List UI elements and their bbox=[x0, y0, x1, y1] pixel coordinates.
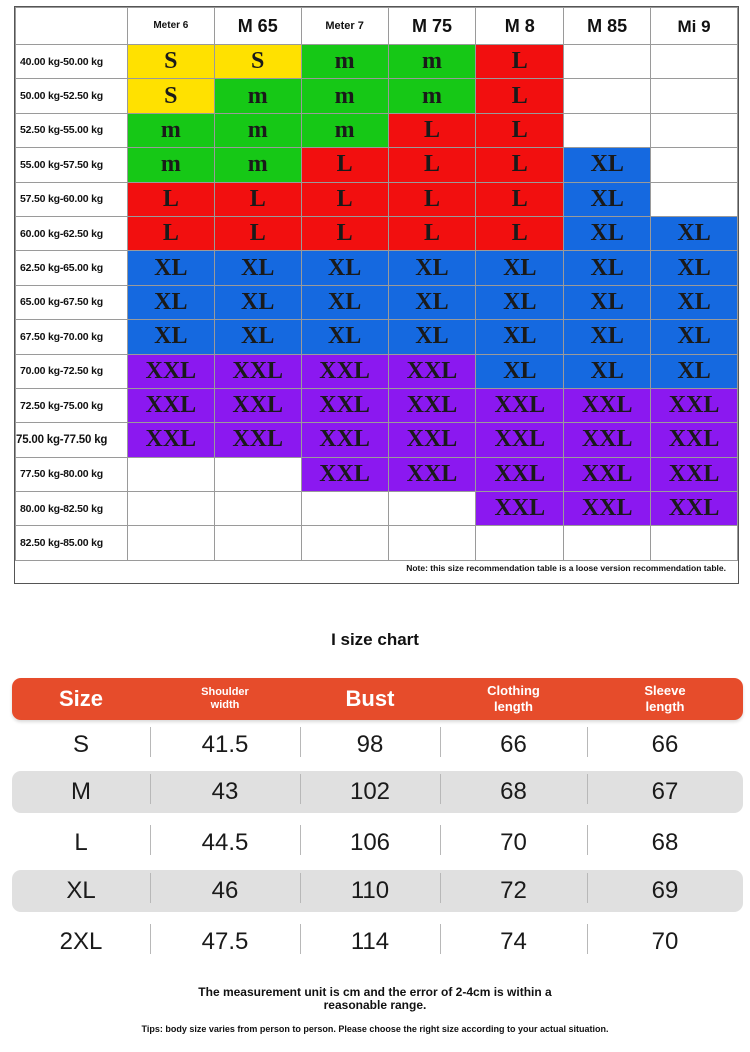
size-xl-cell: XL bbox=[388, 320, 476, 354]
header-clothing-line2: length bbox=[494, 699, 533, 714]
empty-cell bbox=[214, 526, 301, 560]
weight-row bbox=[16, 216, 738, 250]
size-cell: M bbox=[71, 778, 91, 805]
size-m-cell: m bbox=[301, 79, 388, 113]
size-xl-cell: XL bbox=[476, 354, 564, 388]
size-xl-cell: XL bbox=[301, 285, 388, 319]
clothing-length-cell: 68 bbox=[440, 778, 587, 806]
recommendation-note: Note: this size recommendation table is a loose version recommendation table. bbox=[406, 563, 726, 573]
size-l-cell: L bbox=[476, 148, 564, 182]
shoulder-cell: 44.5 bbox=[150, 829, 300, 857]
empty-cell bbox=[214, 457, 301, 491]
size-xl-cell: XL bbox=[388, 285, 476, 319]
empty-cell bbox=[651, 113, 738, 147]
size-l-cell: L bbox=[127, 216, 214, 250]
weight-row bbox=[16, 354, 738, 388]
size-xxl-cell: XXL bbox=[301, 423, 388, 457]
measurement-note: The measurement unit is cm and the error of 2-4cm is within a reasonable range. bbox=[198, 985, 552, 1013]
size-l-cell: L bbox=[388, 113, 476, 147]
size-xxl-cell: XXL bbox=[476, 492, 564, 526]
size-l-cell: L bbox=[476, 113, 564, 147]
size-xl-cell: XL bbox=[214, 251, 301, 285]
size-cell: XL bbox=[66, 877, 96, 904]
weight-row bbox=[16, 388, 738, 422]
height-column-header: Meter 7 bbox=[301, 8, 388, 45]
size-l-cell: L bbox=[301, 148, 388, 182]
size-m-cell: m bbox=[214, 113, 301, 147]
size-m-cell: m bbox=[301, 113, 388, 147]
size-xxl-cell: XXL bbox=[476, 423, 564, 457]
size-xxl-cell: XXL bbox=[651, 423, 738, 457]
weight-row bbox=[16, 182, 738, 216]
weight-row bbox=[16, 320, 738, 354]
size-xxl-cell: XXL bbox=[214, 388, 301, 422]
sleeve-length-cell: 67 bbox=[587, 778, 743, 806]
size-xl-cell: XL bbox=[564, 182, 651, 216]
empty-cell bbox=[301, 492, 388, 526]
size-xl-cell: XL bbox=[127, 320, 214, 354]
size-l-cell: L bbox=[301, 216, 388, 250]
tips-note: Tips: body size varies from person to person. Please choose the right size according to your actual situation. bbox=[141, 1024, 609, 1034]
height-column-header: M 85 bbox=[564, 8, 651, 45]
shoulder-cell: 43 bbox=[150, 778, 300, 806]
size-xl-cell: XL bbox=[564, 216, 651, 250]
size-row bbox=[12, 771, 743, 813]
weight-range-label: 57.50 kg-60.00 kg bbox=[16, 182, 128, 216]
weight-range-label: 60.00 kg-62.50 kg bbox=[16, 216, 128, 250]
size-m-cell: m bbox=[214, 148, 301, 182]
size-xl-cell: XL bbox=[564, 148, 651, 182]
weight-row bbox=[16, 45, 738, 79]
recommendation-grid bbox=[15, 7, 738, 561]
weight-row bbox=[16, 423, 738, 457]
empty-cell bbox=[651, 526, 738, 560]
sleeve-length-cell: 68 bbox=[587, 829, 743, 857]
empty-cell bbox=[214, 492, 301, 526]
header-bust: Bust bbox=[345, 685, 395, 711]
size-xxl-cell: XXL bbox=[388, 388, 476, 422]
size-l-cell: L bbox=[476, 45, 564, 79]
weight-range-label: 52.50 kg-55.00 kg bbox=[16, 113, 128, 147]
empty-cell bbox=[301, 526, 388, 560]
size-row bbox=[12, 724, 743, 766]
size-xl-cell: XL bbox=[476, 251, 564, 285]
size-xl-cell: XL bbox=[301, 320, 388, 354]
recommendation-rows bbox=[16, 45, 738, 561]
empty-cell bbox=[127, 526, 214, 560]
shoulder-cell: 47.5 bbox=[150, 928, 300, 956]
size-l-cell: L bbox=[214, 182, 301, 216]
height-column-header: M 65 bbox=[214, 8, 301, 45]
height-column-header: M 75 bbox=[388, 8, 476, 45]
bust-cell: 106 bbox=[300, 829, 440, 857]
size-xxl-cell: XXL bbox=[127, 388, 214, 422]
clothing-length-cell: 70 bbox=[440, 829, 587, 857]
size-l-cell: L bbox=[388, 148, 476, 182]
size-xl-cell: XL bbox=[651, 216, 738, 250]
size-m-cell: m bbox=[214, 79, 301, 113]
size-m-cell: m bbox=[301, 45, 388, 79]
size-l-cell: L bbox=[388, 216, 476, 250]
height-column-header: M 8 bbox=[476, 8, 564, 45]
size-row bbox=[12, 870, 743, 912]
size-xl-cell: XL bbox=[214, 320, 301, 354]
size-l-cell: L bbox=[476, 216, 564, 250]
weight-range-label: 77.50 kg-80.00 kg bbox=[16, 457, 128, 491]
size-l-cell: L bbox=[214, 216, 301, 250]
empty-cell bbox=[388, 492, 476, 526]
empty-cell bbox=[651, 45, 738, 79]
size-l-cell: L bbox=[476, 79, 564, 113]
size-xxl-cell: XXL bbox=[214, 423, 301, 457]
weight-row bbox=[16, 492, 738, 526]
size-xl-cell: XL bbox=[651, 285, 738, 319]
size-xxl-cell: XXL bbox=[388, 423, 476, 457]
empty-cell bbox=[564, 45, 651, 79]
size-xl-cell: XL bbox=[564, 251, 651, 285]
header-shoulder-width bbox=[150, 686, 300, 712]
height-column-header: Meter 6 bbox=[127, 8, 214, 45]
size-xxl-cell: XXL bbox=[651, 457, 738, 491]
size-xxl-cell: XXL bbox=[651, 492, 738, 526]
size-l-cell: L bbox=[476, 182, 564, 216]
header-shoulder-line1: Shoulder bbox=[201, 685, 249, 698]
empty-cell bbox=[651, 182, 738, 216]
size-xl-cell: XL bbox=[564, 285, 651, 319]
size-xl-cell: XL bbox=[476, 320, 564, 354]
size-xxl-cell: XXL bbox=[564, 423, 651, 457]
header-sleeve-line1: Sleeve bbox=[644, 683, 686, 699]
weight-row bbox=[16, 148, 738, 182]
size-xl-cell: XL bbox=[564, 354, 651, 388]
sleeve-length-cell: 69 bbox=[587, 877, 743, 905]
shoulder-cell: 46 bbox=[150, 877, 300, 905]
weight-range-label: 80.00 kg-82.50 kg bbox=[16, 492, 128, 526]
weight-range-label: 62.50 kg-65.00 kg bbox=[16, 251, 128, 285]
size-xxl-cell: XXL bbox=[388, 354, 476, 388]
weight-range-label: 50.00 kg-52.50 kg bbox=[16, 79, 128, 113]
bust-cell: 102 bbox=[300, 778, 440, 806]
size-row bbox=[12, 921, 743, 963]
bust-cell: 98 bbox=[300, 731, 440, 759]
sleeve-length-cell: 66 bbox=[587, 731, 743, 759]
size-xl-cell: XL bbox=[127, 251, 214, 285]
size-m-cell: m bbox=[388, 79, 476, 113]
weight-range-label: 82.50 kg-85.00 kg bbox=[16, 526, 128, 560]
size-xxl-cell: XXL bbox=[301, 457, 388, 491]
clothing-length-cell: 72 bbox=[440, 877, 587, 905]
size-xl-cell: XL bbox=[476, 285, 564, 319]
weight-range-label: 65.00 kg-67.50 kg bbox=[16, 285, 128, 319]
size-xl-cell: XL bbox=[651, 354, 738, 388]
empty-cell bbox=[564, 113, 651, 147]
header-size: Size bbox=[58, 685, 104, 711]
size-xl-cell: XL bbox=[301, 251, 388, 285]
header-sleeve-line2: length bbox=[645, 699, 685, 714]
size-xxl-cell: XXL bbox=[564, 388, 651, 422]
empty-cell bbox=[651, 79, 738, 113]
size-m-cell: m bbox=[388, 45, 476, 79]
size-recommendation-table bbox=[14, 6, 739, 584]
size-xxl-cell: XXL bbox=[476, 457, 564, 491]
size-xxl-cell: XXL bbox=[388, 457, 476, 491]
weight-range-label: 72.50 kg-75.00 kg bbox=[16, 388, 128, 422]
size-xl-cell: XL bbox=[214, 285, 301, 319]
weight-row bbox=[16, 526, 738, 560]
bust-cell: 114 bbox=[300, 928, 440, 956]
size-cell: L bbox=[74, 829, 88, 856]
empty-cell bbox=[651, 148, 738, 182]
weight-range-label: 70.00 kg-72.50 kg bbox=[16, 354, 128, 388]
weight-range-label: 40.00 kg-50.00 kg bbox=[16, 45, 128, 79]
size-xl-cell: XL bbox=[564, 320, 651, 354]
header-clothing-line1: Clothing bbox=[487, 683, 540, 699]
size-m-cell: m bbox=[127, 113, 214, 147]
weight-row bbox=[16, 285, 738, 319]
size-chart-header bbox=[12, 678, 743, 720]
size-s-cell: S bbox=[127, 79, 214, 113]
size-xxl-cell: XXL bbox=[214, 354, 301, 388]
clothing-length-cell: 66 bbox=[440, 731, 587, 759]
size-xxl-cell: XXL bbox=[127, 423, 214, 457]
size-xl-cell: XL bbox=[388, 251, 476, 285]
empty-cell bbox=[127, 457, 214, 491]
height-column-header: Mi 9 bbox=[651, 8, 738, 45]
corner-cell bbox=[16, 8, 128, 45]
size-xl-cell: XL bbox=[127, 285, 214, 319]
empty-cell bbox=[564, 526, 651, 560]
size-cell: 2XL bbox=[59, 928, 103, 955]
header-clothing-length bbox=[440, 683, 587, 714]
size-l-cell: L bbox=[301, 182, 388, 216]
empty-cell bbox=[388, 526, 476, 560]
header-sleeve-length bbox=[587, 683, 743, 714]
shoulder-cell: 41.5 bbox=[150, 731, 300, 759]
weight-range-label: 67.50 kg-70.00 kg bbox=[16, 320, 128, 354]
size-s-cell: S bbox=[127, 45, 214, 79]
sleeve-length-cell: 70 bbox=[587, 928, 743, 956]
size-xl-cell: XL bbox=[651, 320, 738, 354]
header-shoulder-line2: width bbox=[210, 699, 240, 711]
size-xxl-cell: XXL bbox=[651, 388, 738, 422]
size-xxl-cell: XXL bbox=[127, 354, 214, 388]
size-xl-cell: XL bbox=[651, 251, 738, 285]
size-chart-title: I size chart bbox=[331, 630, 419, 649]
size-l-cell: L bbox=[127, 182, 214, 216]
weight-row bbox=[16, 79, 738, 113]
size-xxl-cell: XXL bbox=[301, 388, 388, 422]
weight-row bbox=[16, 113, 738, 147]
empty-cell bbox=[564, 79, 651, 113]
size-l-cell: L bbox=[388, 182, 476, 216]
weight-row bbox=[16, 251, 738, 285]
size-m-cell: m bbox=[127, 148, 214, 182]
empty-cell bbox=[127, 492, 214, 526]
size-row bbox=[12, 822, 743, 864]
weight-row bbox=[16, 457, 738, 491]
size-xxl-cell: XXL bbox=[564, 492, 651, 526]
size-xxl-cell: XXL bbox=[476, 388, 564, 422]
empty-cell bbox=[476, 526, 564, 560]
size-cell: S bbox=[72, 731, 89, 758]
size-s-cell: S bbox=[214, 45, 301, 79]
clothing-length-cell: 74 bbox=[440, 928, 587, 956]
weight-range-label: 75.00 kg-77.50 kg bbox=[16, 423, 128, 457]
weight-range-label: 55.00 kg-57.50 kg bbox=[16, 148, 128, 182]
bust-cell: 110 bbox=[300, 877, 440, 905]
size-xxl-cell: XXL bbox=[564, 457, 651, 491]
size-xxl-cell: XXL bbox=[301, 354, 388, 388]
